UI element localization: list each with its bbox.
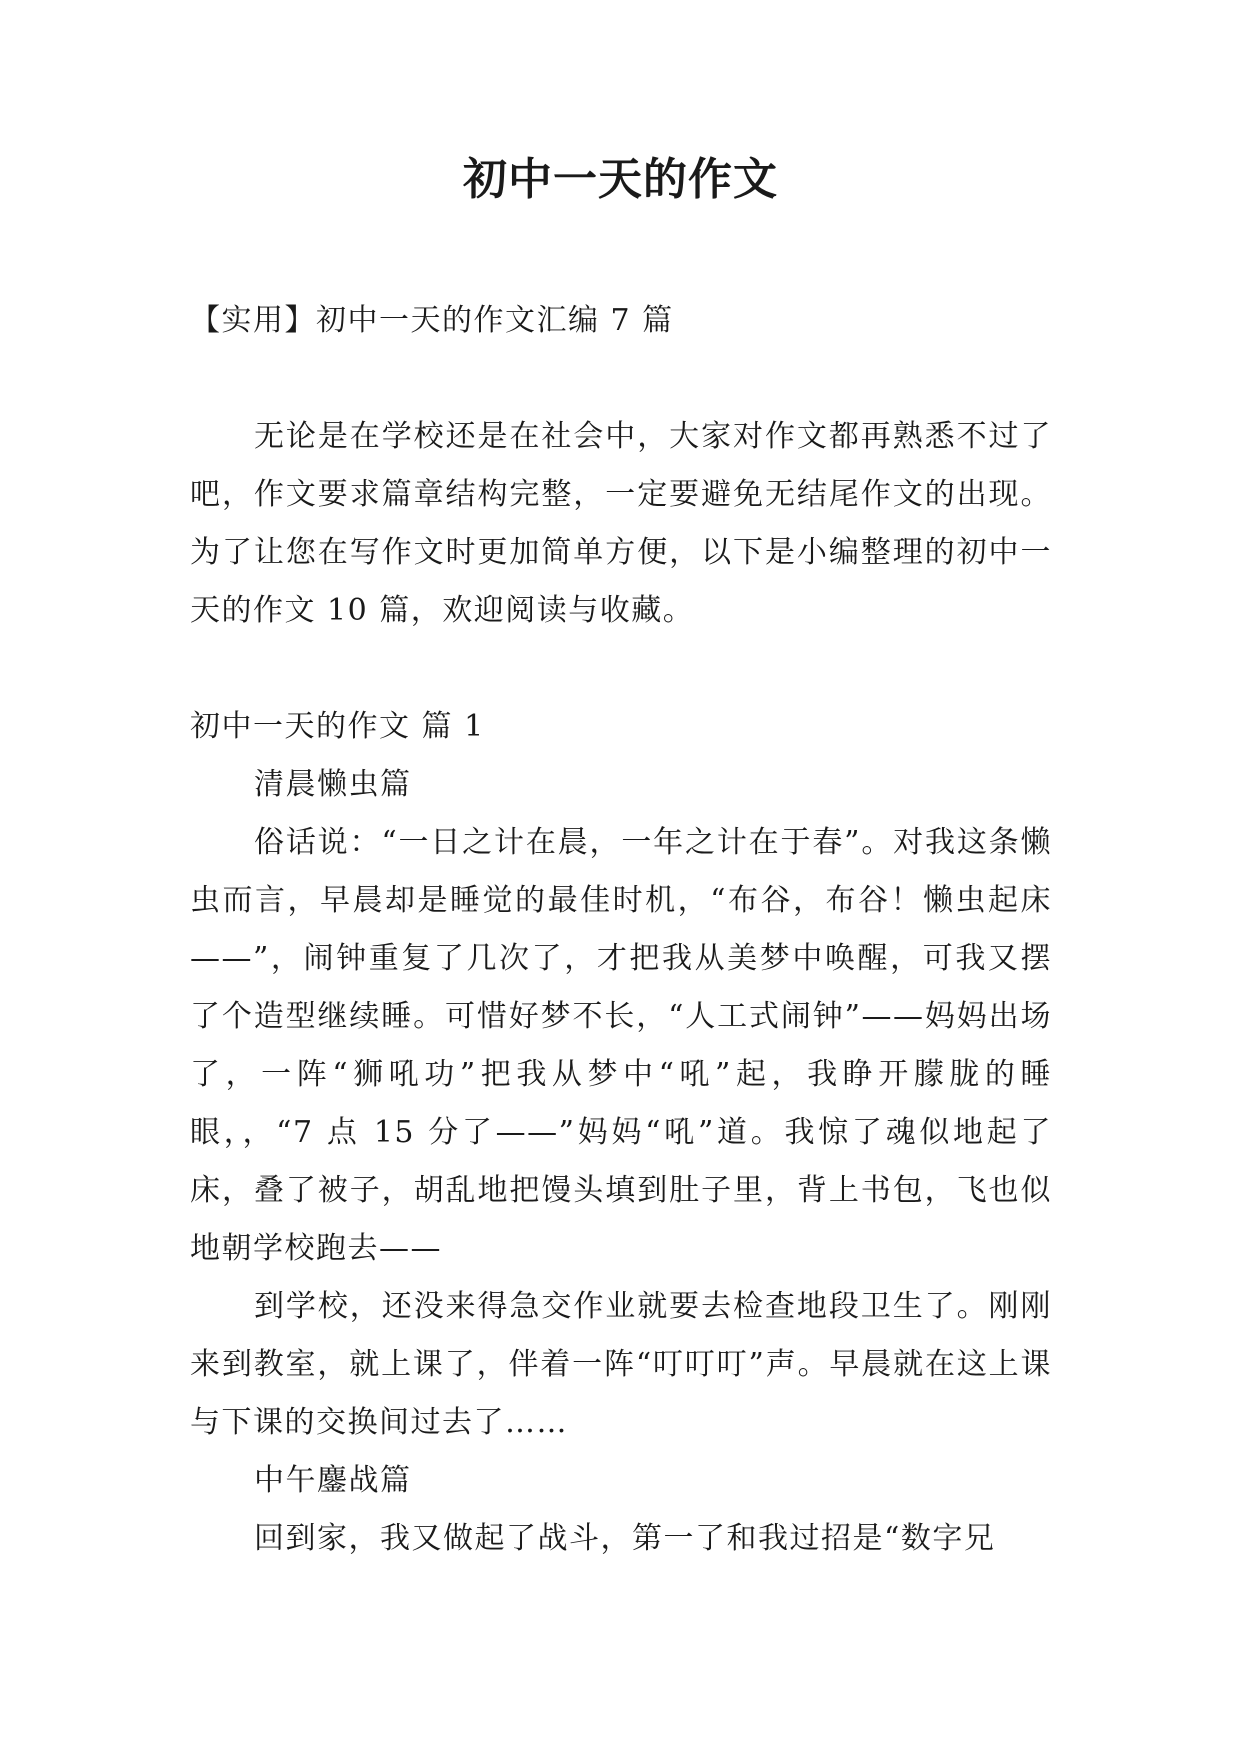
- paragraph-morning-2: 到学校，还没来得急交作业就要去检查地段卫生了。刚刚来到教室，就上课了，伴着一阵“叮叮叮”声。早晨就在这上课与下课的交换间过去了……: [190, 1289, 1052, 1440]
- section-title-noon: 中午鏖战篇: [254, 1463, 412, 1498]
- intro-paragraph: 无论是在学校还是在社会中，大家对作文都再熟悉不过了吧，作文要求篇章结构完整，一定要避免无结尾作文的出现。为了让您在写作文时更加简单方便，以下是小编整理的初中一天的作文 10 篇，欢迎阅读与收藏。: [190, 419, 1052, 628]
- document-subtitle: 【实用】初中一天的作文汇编 7 篇: [190, 303, 674, 338]
- document-title: 初中一天的作文: [463, 154, 778, 205]
- paragraph-noon-1: 回到家，我又做起了战斗，第一了和我过招是“数字兄: [254, 1521, 996, 1556]
- article-heading: 初中一天的作文 篇 1: [190, 709, 485, 744]
- section-title-morning: 清晨懒虫篇: [254, 767, 412, 802]
- document-body: [190, 292, 1052, 1568]
- paragraph-morning-1: 俗话说：“一日之计在晨，一年之计在于春”。对我这条懒虫而言，早晨却是睡觉的最佳时机，“布谷，布谷！懒虫起床——”，闹钟重复了几次了，才把我从美梦中唤醒，可我又摆了个造型继续睡。可惜好梦不长，“人工式闹钟”——妈妈出场了，一阵“狮吼功”把我从梦中“吼”起，我睁开朦胧的睡眼，，“7 点 15 分了——”妈妈“吼”道。我惊了魂似地起了床，叠了被子，胡乱地把馒头填到肚子里，背上书包，飞也似地朝学校跑去——: [190, 825, 1052, 1266]
